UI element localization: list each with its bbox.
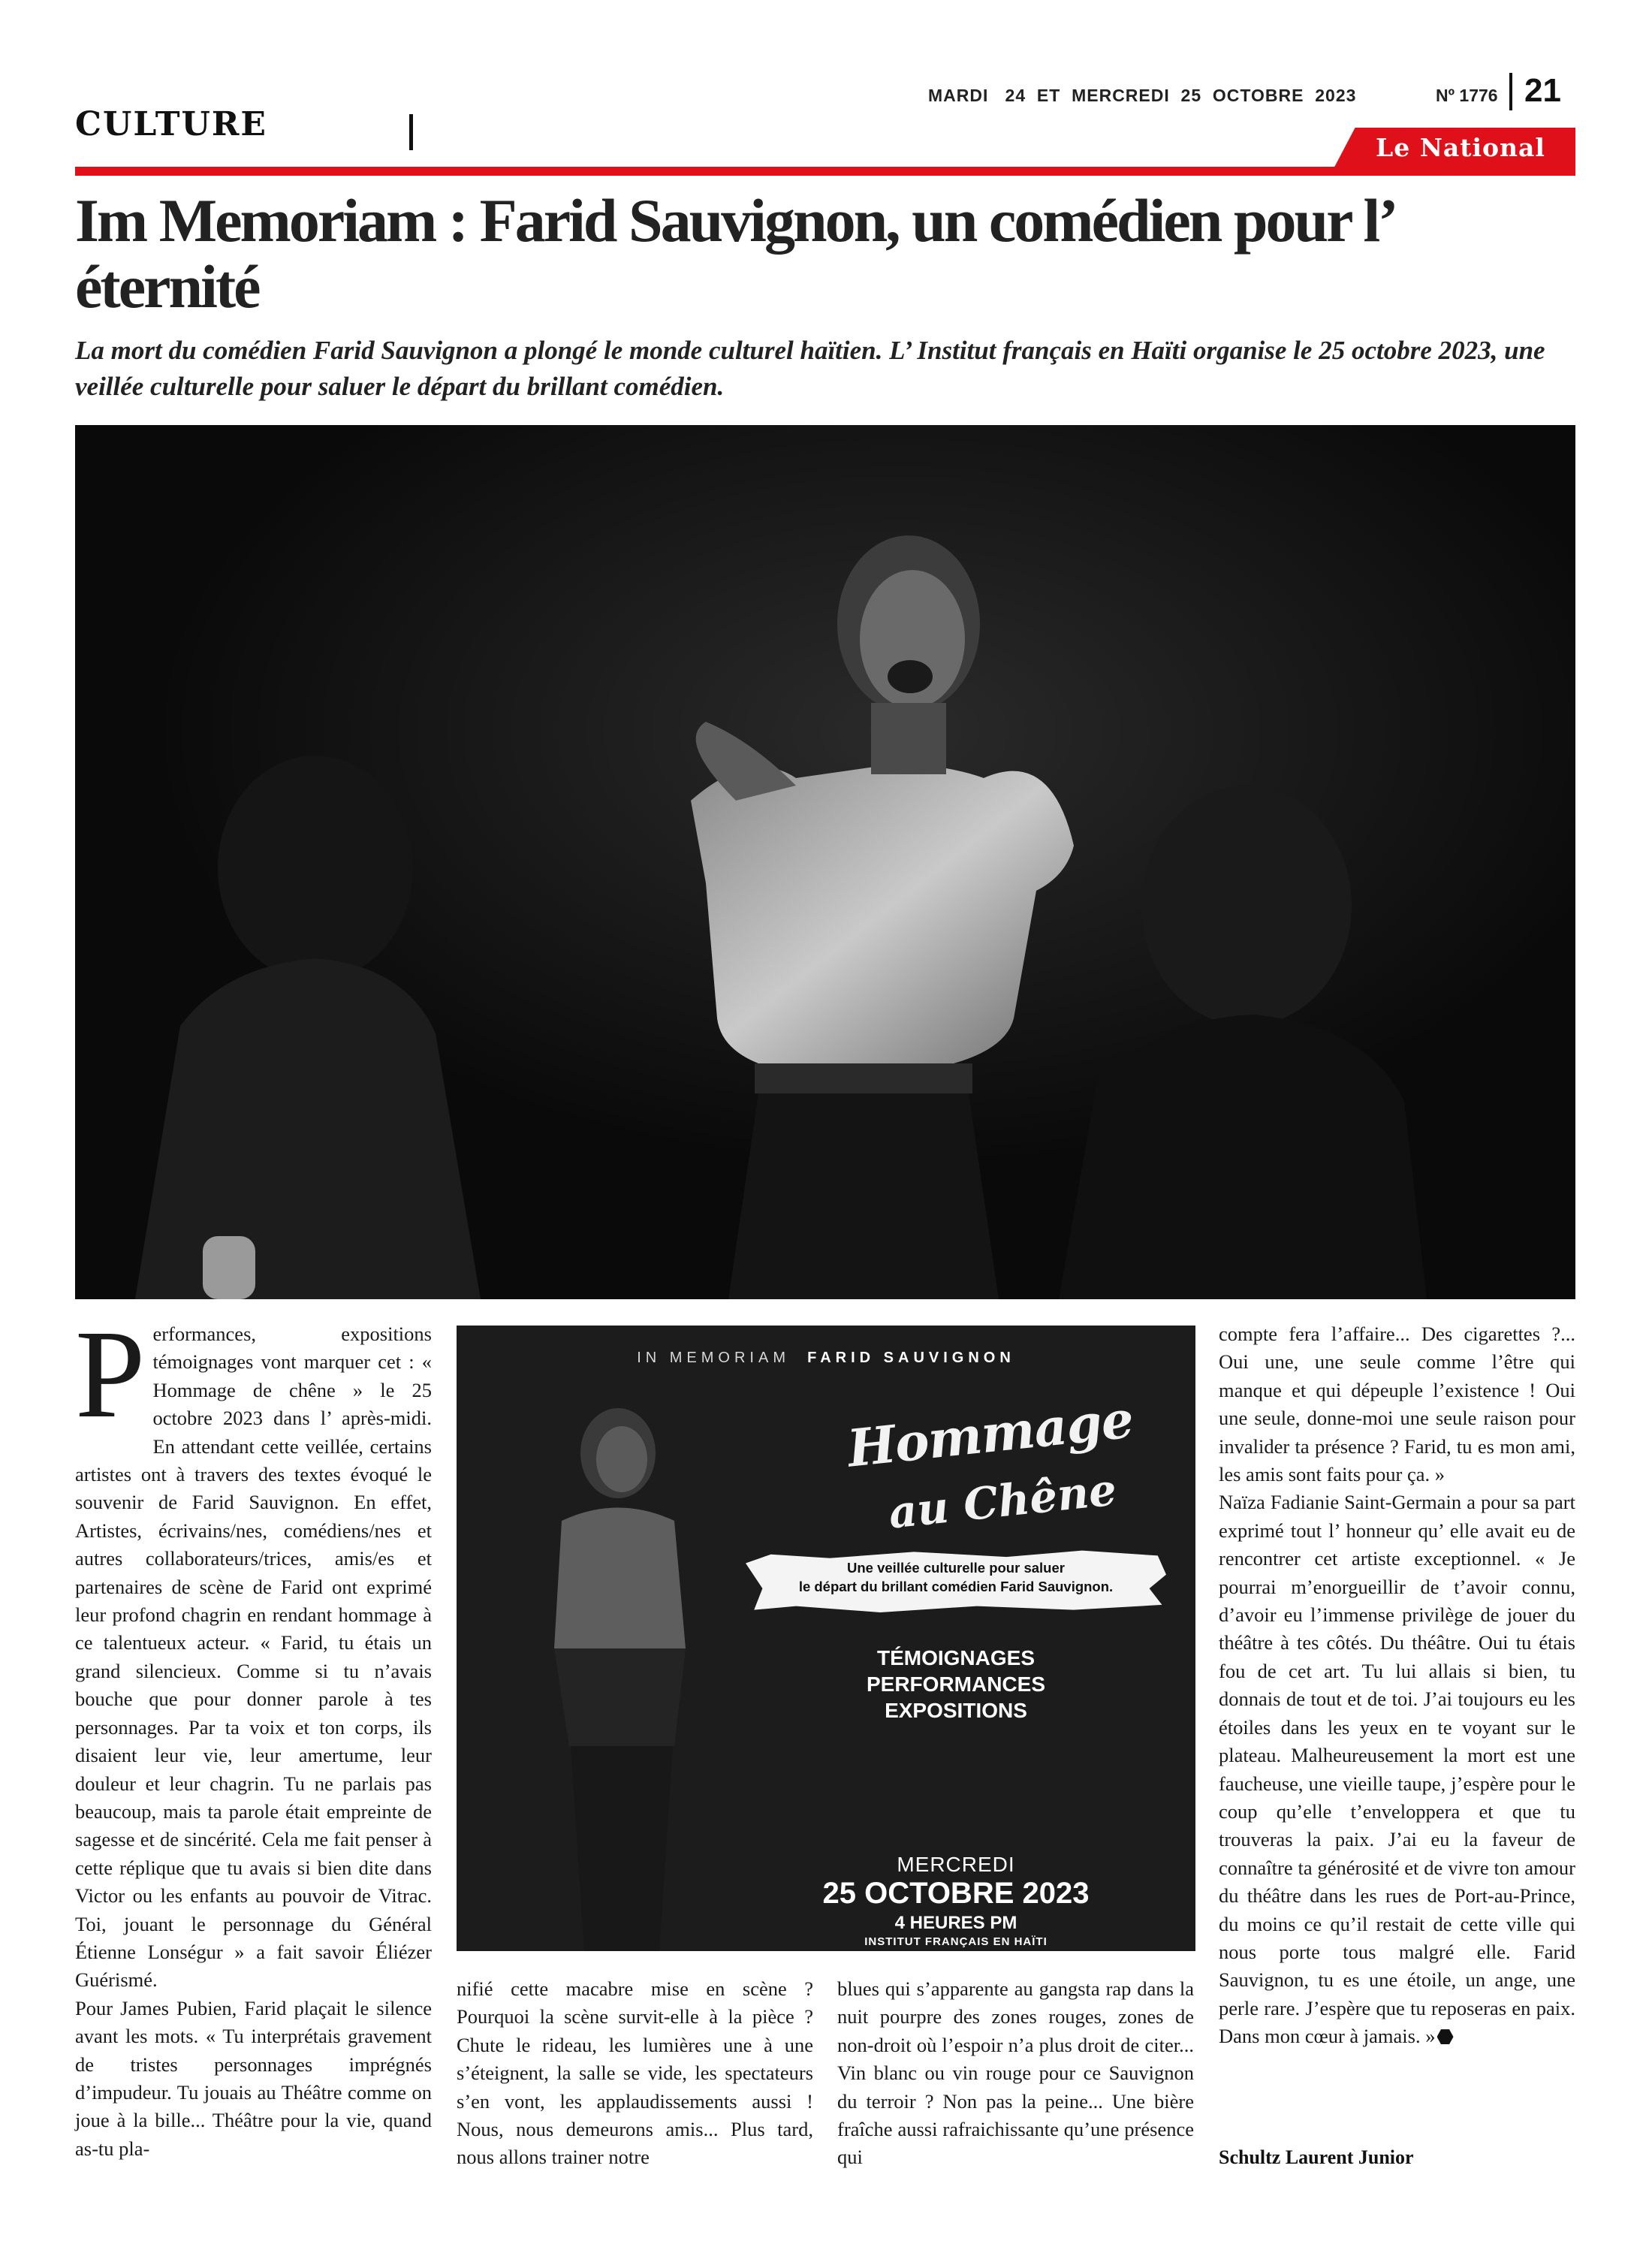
paragraph-with-end-mark <box>1219 1488 1575 2050</box>
poster-kicker-name: FARID SAUVIGNON <box>807 1350 1015 1366</box>
headline: Im Memoriam : Farid Sauvignon, un comédien pour l’ éternité <box>75 186 1392 321</box>
drop-cap: P <box>75 1304 146 1444</box>
poster-tagline-line2: le départ du brillant comédien Farid Sauvignon. <box>798 1579 1114 1594</box>
section-divider <box>409 114 413 150</box>
paragraph: nifié cette macabre mise en scène ? Pourquoi la scène survit-elle à la pièce ? Chute le rideau, les lumières une à une s’éteignent, la salle se vide, les spectateurs s’en vont, les applaudissements aussi ! Nous, nous demeurons amis... Plus tard, nous allons trainer notre <box>457 1977 813 2169</box>
poster-program-list <box>828 1645 1084 1724</box>
stage-performance-illustration <box>75 425 1575 1299</box>
hexagon-end-icon <box>1437 2029 1454 2044</box>
poster-title-line1: Hommage <box>844 1389 1136 1479</box>
page-divider <box>1509 73 1512 110</box>
poster-tagline <box>746 1558 1166 1596</box>
poster-title-line2: au Chêne <box>886 1464 1119 1539</box>
poster-tagline-line1: Une veillée culturelle pour saluer <box>847 1560 1065 1576</box>
deck: La mort du comédien Farid Sauvignon a plongé le monde culturel haïtien. L’ Institut français en Haïti organise le 25 octobre 2023, une veillée culturelle pour saluer le départ du brillant comédien. <box>75 336 1545 401</box>
poster-program-item: PERFORMANCES <box>866 1672 1045 1696</box>
poster-program-item: TÉMOIGNAGES <box>876 1646 1035 1669</box>
byline: Schultz Laurent Junior <box>1219 2146 1414 2168</box>
article-column-4 <box>1219 1320 1575 2051</box>
paragraph: blues qui s’apparente au gangsta rap dans la nuit pourpre des zones rouges, zones de non-droit où l’espoir n’a plus droit de citer... Vin blanc ou vin rouge pour ce Sauvignon du terroir ? Non pas la peine... Une bière fraîche aussi rafraichissante qu’une présence qui <box>837 1977 1194 2169</box>
article-column-3 <box>837 1975 1194 2172</box>
poster-date: 25 OCTOBRE 2023 <box>822 1877 1090 1910</box>
paragraph-text: Naïza Fadianie Saint-Germain a pour sa part exprimé tout l’ honneur qu’ elle avait eu de rencontrer cet artiste exceptionnel. « Je pourrai m’enorgueillir de t’avoir connu, d’avoir eu l’immense privilège de jouer du théâtre à tes côtés. Du théâtre. Oui tu étais fou de cet art. Tu lui allais si bien, tu donnais de tout et de toi. J’ai toujours eu les étoiles dans les yeux en te voyant sur le plateau. Malheureusement la mort est une faucheuse, une vieille taupe, j’espère pour le coup qu’elle t’enveloppera et que tu trouveras la paix. J’ai eu la faveur de connaître ta générosité et de vivre ton amour du théâtre dans les rues de Port-au-Prince, du moins ce qu’il restait de cette ville qui nous porte tous malgré elle. Farid Sauvignon, tu es une étoile, un ange, une perle rare. J’espère que tu reposeras en paix. Dans mon cœur à jamais. » <box>1219 1491 1575 2048</box>
poster-kicker-prefix: IN MEMORIAM <box>637 1350 790 1366</box>
issue-number: Nº 1776 <box>1436 86 1498 105</box>
poster-kicker <box>457 1350 1195 1367</box>
paragraph: compte fera l’affaire... Des cigarettes ?... Oui une, une seule comme l’être qui manque et qui dépeuple l’existence ! Oui une seule, donne-moi une seule raison pour invalider ta présence ? Farid, tu es mon ami, les amis sont faits pour ça. » <box>1219 1323 1575 1486</box>
event-poster <box>457 1326 1195 1951</box>
masthead-logo: Le National <box>1376 133 1545 162</box>
dateline: MARDI 24 ET MERCREDI 25 OCTOBRE 2023 <box>928 86 1357 105</box>
paragraph: erformances, expositions témoignages vont marquer cet : « Hommage de chêne » le 25 octobre 2023 dans l’ après-midi. En attendant cette veillée, certains artistes ont à travers des textes évoqué le souvenir de Farid Sauvignon. En effet, Artistes, écrivains/nes, comédiens/nes et autres collaborateurs/trices, amis/es et partenaires de scène de Farid ont exprimé leur profond chagrin en rendant hommage à ce talentueux acteur. « Farid, tu étais un grand silencieux. Comme si tu n’avais bouche que pour donner parole à tes personnages. Par ta voix et ton corps, ils disaient leur vie, leur amertume, leur douleur et leur chagrin. Tu ne parlais pas beaucoup, mais ta parole était empreinte de sagesse et de sincérité. Cela me fait penser à cette réplique que tu avais si bien dite dans Victor ou les enfants au pouvoir de Vitrac. Toi, jouant le personnage du Général Étienne Lonségur » a fait savoir Éliézer Guérismé. <box>75 1323 432 1992</box>
page-number: 21 <box>1524 72 1561 109</box>
poster-day: MERCREDI <box>897 1853 1015 1876</box>
poster-venue: INSTITUT FRANÇAIS EN HAÏTI <box>864 1935 1048 1948</box>
poster-program-item: EXPOSITIONS <box>885 1699 1027 1722</box>
section-label: CULTURE <box>75 105 267 143</box>
main-photo <box>75 425 1575 1299</box>
poster-time: 4 HEURES PM <box>894 1913 1017 1933</box>
paragraph: Pour James Pubien, Farid plaçait le silence avant les mots. « Tu interprétais gravement de tristes personnages imprégnés d’impudeur. Tu jouais au Théâtre comme on joue à la bille... Théâtre pour la vie, quand as-tu pla- <box>75 1996 432 2160</box>
article-column-1 <box>75 1304 432 2163</box>
article-column-2 <box>457 1975 813 2172</box>
